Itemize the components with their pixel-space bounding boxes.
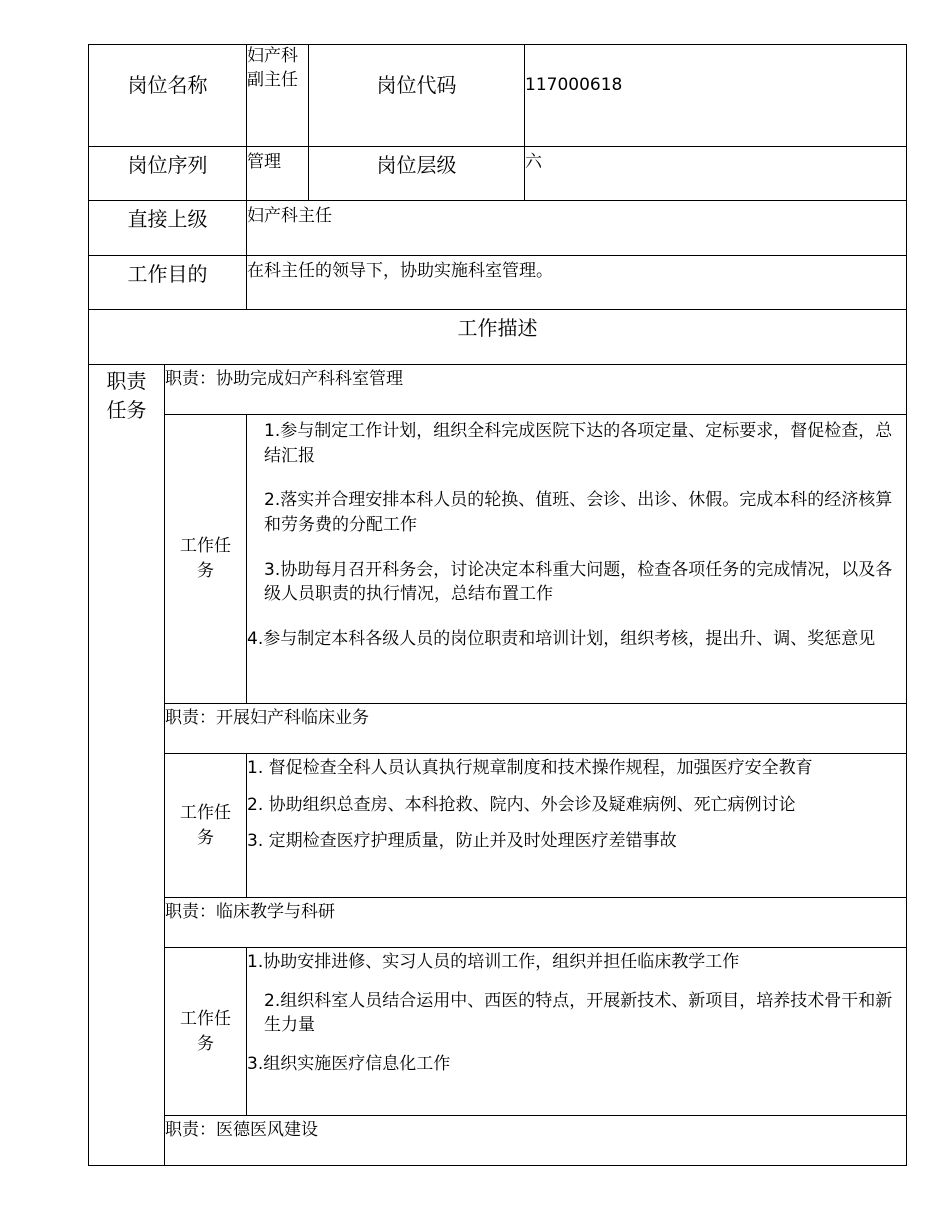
label-post-code: 岗位代码 <box>309 45 525 147</box>
duty-row <box>89 704 907 754</box>
row-section-title <box>89 310 907 365</box>
task-item: 1.协助安排进修、实习人员的培训工作，组织并担任临床教学工作 <box>247 952 740 972</box>
task-item: 2. 协助组织总查房、本科抢救、院内、外会诊及疑难病例、死亡病例讨论 <box>247 794 796 815</box>
task-label: 工作任务 <box>165 415 247 704</box>
duty-title: 职责：开展妇产科临床业务 <box>165 704 907 754</box>
task-row <box>89 948 907 1116</box>
task-item: 3.组织实施医疗信息化工作 <box>247 1053 451 1074</box>
post-level-value: 六 <box>525 147 907 201</box>
superior-value: 妇产科主任 <box>247 201 907 256</box>
task-list <box>247 415 907 704</box>
job-description-table <box>88 44 907 1166</box>
task-label: 工作任务 <box>165 754 247 898</box>
task-item: 3.协助每月召开科务会，讨论决定本科重大问题，检查各项任务的完成情况，以及各级人员职责的执行情况，总结布置工作 <box>264 559 893 605</box>
row-superior <box>89 201 907 256</box>
post-seq-value: 管理 <box>247 147 309 201</box>
duty-row <box>89 898 907 948</box>
duty-title: 职责：临床教学与科研 <box>165 898 907 948</box>
task-list <box>247 948 907 1116</box>
task-label: 工作任务 <box>165 948 247 1116</box>
section-title: 工作描述 <box>89 310 907 365</box>
duty-row <box>89 1116 907 1166</box>
task-item: 4.参与制定本科各级人员的岗位职责和培训计划，组织考核，提出升、调、奖惩意见 <box>247 628 876 649</box>
row-purpose <box>89 256 907 310</box>
purpose-value: 在科主任的领导下，协助实施科室管理。 <box>247 256 907 310</box>
label-post-seq: 岗位序列 <box>89 147 247 201</box>
task-row <box>89 415 907 704</box>
label-post-level: 岗位层级 <box>309 147 525 201</box>
task-item: 1.参与制定工作计划，组织全科完成医院下达的各项定量、定标要求，督促检查，总结汇报 <box>264 421 893 466</box>
duty-row <box>89 365 907 415</box>
task-item: 3. 定期检查医疗护理质量，防止并及时处理医疗差错事故 <box>247 831 677 852</box>
label-purpose: 工作目的 <box>89 256 247 310</box>
duty-title: 职责：医德医风建设 <box>165 1116 907 1166</box>
post-name-value: 妇产科副主任 <box>247 45 309 147</box>
task-list <box>247 754 907 898</box>
task-item: 2.组织科室人员结合运用中、西医的特点，开展新技术、新项目，培养技术骨干和新生力量 <box>264 990 893 1036</box>
task-item: 1. 督促检查全科人员认真执行规章制度和技术操作规程，加强医疗安全教育 <box>247 758 813 778</box>
post-code-value: 117000618 <box>525 45 907 147</box>
task-item: 2.落实并合理安排本科人员的轮换、值班、会诊、出诊、休假。完成本科的经济核算和劳务费的分配工作 <box>264 490 893 535</box>
label-post-name: 岗位名称 <box>89 45 247 147</box>
duty-title: 职责：协助完成妇产科科室管理 <box>165 365 907 415</box>
row-post-name <box>89 45 907 147</box>
label-superior: 直接上级 <box>89 201 247 256</box>
side-label: 职责任务 <box>89 365 165 1166</box>
task-row <box>89 754 907 898</box>
row-post-seq <box>89 147 907 201</box>
